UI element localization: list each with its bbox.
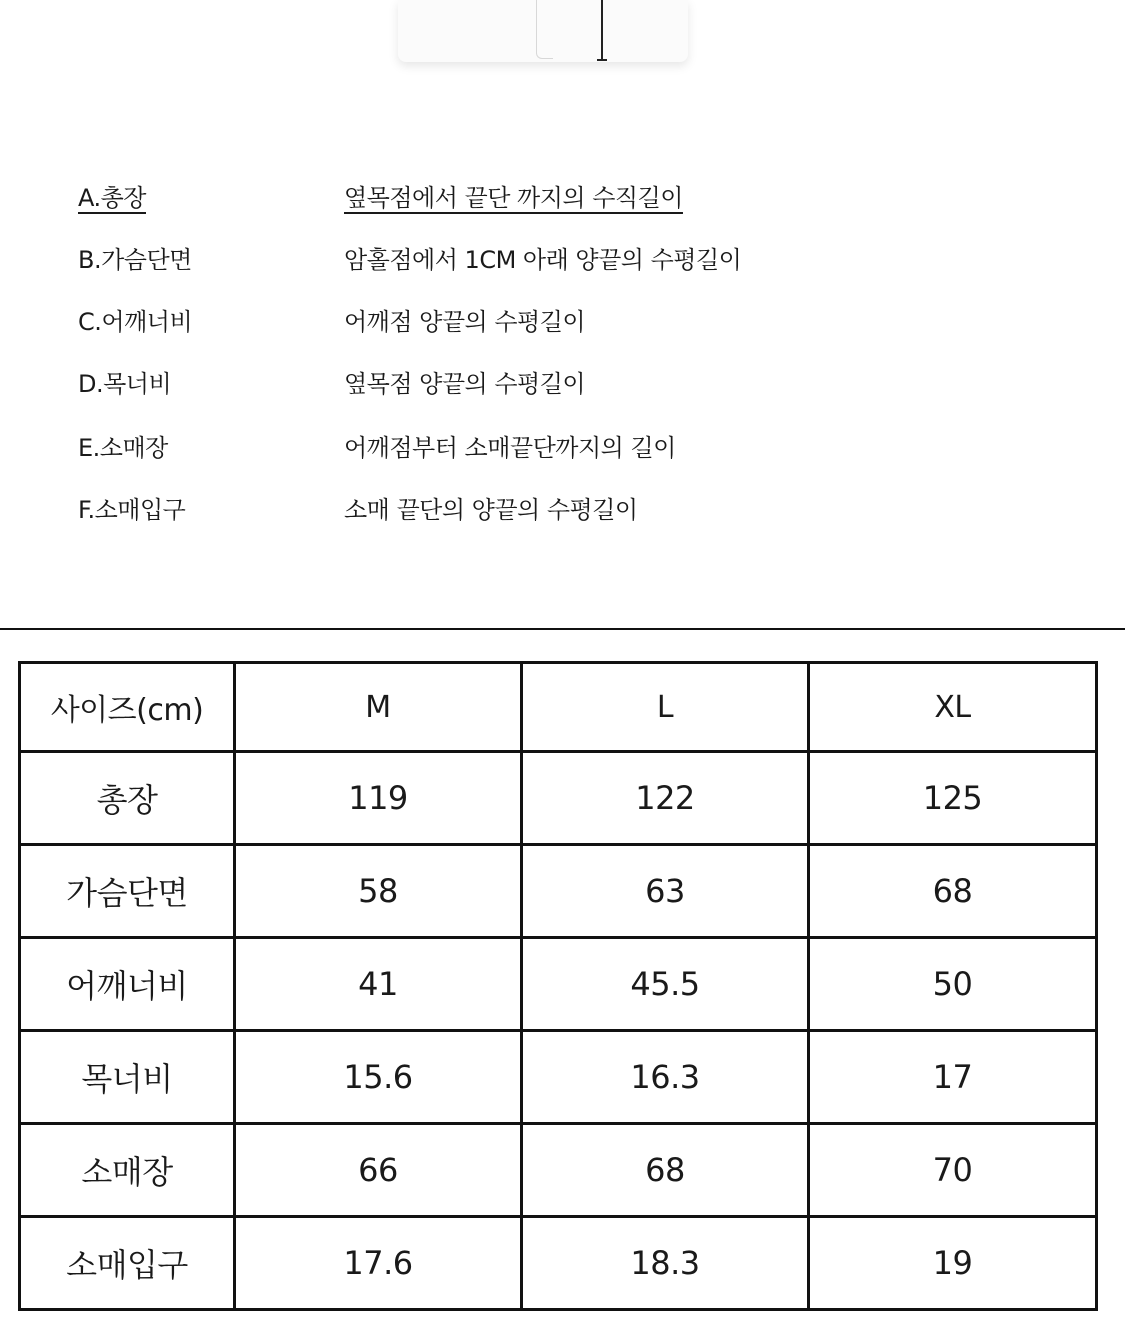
table-row	[20, 1217, 1097, 1310]
table-cell: 122	[522, 752, 809, 845]
table-cell: 41	[235, 938, 522, 1031]
header-cell-size-unit: 사이즈(cm)	[20, 663, 235, 752]
row-label: 소매입구	[20, 1217, 235, 1310]
table-cell: 50	[809, 938, 1097, 1031]
table-cell: 19	[809, 1217, 1097, 1310]
table-row	[20, 938, 1097, 1031]
size-table	[18, 661, 1098, 1311]
legend-row-neck	[0, 364, 1125, 404]
header-cell-m: M	[235, 663, 522, 752]
table-cell: 18.3	[522, 1217, 809, 1310]
table-row	[20, 1031, 1097, 1124]
legend-code: C.어깨너비	[78, 308, 193, 336]
table-cell: 68	[522, 1124, 809, 1217]
row-label: 목너비	[20, 1031, 235, 1124]
table-cell: 66	[235, 1124, 522, 1217]
table-cell: 125	[809, 752, 1097, 845]
table-cell: 45.5	[522, 938, 809, 1031]
section-divider	[0, 628, 1125, 630]
table-cell: 63	[522, 845, 809, 938]
table-cell: 16.3	[522, 1031, 809, 1124]
table-cell: 17	[809, 1031, 1097, 1124]
legend-desc: 암홀점에서 1CM 아래 양끝의 수평길이	[344, 246, 742, 274]
row-label: 총장	[20, 752, 235, 845]
row-label: 어깨너비	[20, 938, 235, 1031]
row-label: 소매장	[20, 1124, 235, 1217]
table-cell: 70	[809, 1124, 1097, 1217]
table-cell: 15.6	[235, 1031, 522, 1124]
table-header-row	[20, 663, 1097, 752]
legend-code: F.소매입구	[78, 496, 186, 524]
length-measure-line	[601, 0, 603, 60]
legend-code: A.총장	[78, 184, 146, 212]
legend-desc: 어깨점부터 소매끝단까지의 길이	[344, 434, 676, 462]
table-cell: 68	[809, 845, 1097, 938]
table-cell: 17.6	[235, 1217, 522, 1310]
legend-row-shoulder	[0, 302, 1125, 342]
legend-desc: 소매 끝단의 양끝의 수평길이	[344, 496, 638, 524]
table-cell: 58	[235, 845, 522, 938]
row-label: 가슴단면	[20, 845, 235, 938]
legend-row-sleeve-opening	[0, 490, 1125, 530]
table-row	[20, 845, 1097, 938]
legend-desc: 옆목점에서 끝단 까지의 수직길이	[344, 184, 683, 212]
garment-illustration	[398, 0, 688, 62]
legend-desc: 옆목점 양끝의 수평길이	[344, 370, 586, 398]
legend-row-sleeve-length	[0, 428, 1125, 468]
legend-row-total-length	[0, 178, 1125, 218]
legend-desc: 어깨점 양끝의 수평길이	[344, 308, 586, 336]
legend-code: D.목너비	[78, 370, 172, 398]
table-cell: 119	[235, 752, 522, 845]
table-row	[20, 1124, 1097, 1217]
header-cell-l: L	[522, 663, 809, 752]
garment-placket	[536, 0, 553, 59]
length-measure-tick	[597, 59, 607, 61]
header-cell-xl: XL	[809, 663, 1097, 752]
legend-code: E.소매장	[78, 434, 168, 462]
table-row	[20, 752, 1097, 845]
legend-code: B.가슴단면	[78, 246, 192, 274]
legend-row-chest	[0, 240, 1125, 280]
